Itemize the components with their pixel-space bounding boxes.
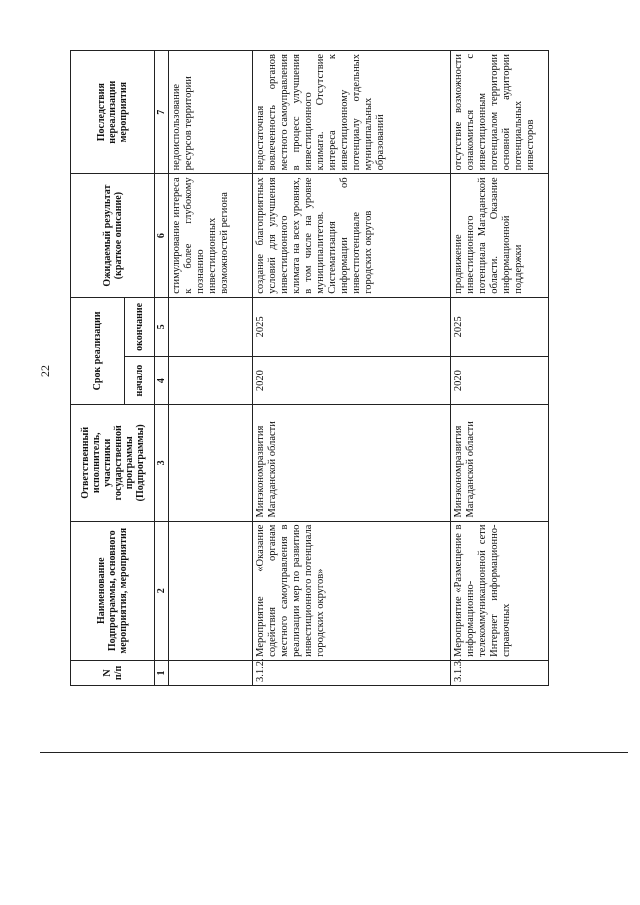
program-measures-table bbox=[70, 50, 549, 686]
cell-result: продвижение инвестиционного потенциала Магаданской области. Оказание информационной поддержки bbox=[451, 174, 549, 297]
cell-name: Мероприятие «Оказание содействия органам местного самоуправления в реализации мер по развитию инвестиционного потенциала городских округов» bbox=[253, 521, 451, 660]
cell-result: создание благоприятных условий для улучшения инвестиционного климата на всех уровнях, в том числе на уровне муниципалитетов. Систематизация информации об инвестпотенциале городских округов bbox=[253, 174, 451, 297]
column-number: 1 bbox=[155, 660, 169, 685]
table-row bbox=[169, 51, 253, 686]
cell-n: 3.1.3. bbox=[451, 660, 549, 685]
rotated-table-container bbox=[70, 50, 548, 686]
cell-n bbox=[169, 660, 253, 685]
column-number: 5 bbox=[155, 297, 169, 356]
cell-name bbox=[169, 521, 253, 660]
cell-start: 2020 bbox=[451, 357, 549, 405]
column-number: 7 bbox=[155, 51, 169, 174]
column-number: 2 bbox=[155, 521, 169, 660]
cell-end: 2025 bbox=[451, 297, 549, 356]
cell-start bbox=[169, 357, 253, 405]
header-consequence: Последствия нереализации мероприятия bbox=[71, 51, 155, 174]
page-separator-line bbox=[40, 752, 628, 753]
header-result: Ожидаемый результат (краткое описание) bbox=[71, 174, 155, 297]
column-number: 6 bbox=[155, 174, 169, 297]
column-number: 3 bbox=[155, 405, 169, 521]
cell-start: 2020 bbox=[253, 357, 451, 405]
cell-consequence: недоиспользование ресурсов территории bbox=[169, 51, 253, 174]
cell-n: 3.1.2. bbox=[253, 660, 451, 685]
header-executor: Ответственный исполнитель, участники государственной программы (Подпрограммы) bbox=[71, 405, 155, 521]
header-n: N п/п bbox=[71, 660, 155, 685]
column-number: 4 bbox=[155, 357, 169, 405]
cell-result: стимулирование интереса к более глубокому познанию инвестиционных возможностей региона bbox=[169, 174, 253, 297]
cell-end: 2025 bbox=[253, 297, 451, 356]
page-number: 22 bbox=[38, 365, 52, 377]
header-start: начало bbox=[125, 357, 155, 405]
cell-executor: Минэкономразвития Магаданской области bbox=[253, 405, 451, 521]
header-end: окончание bbox=[125, 297, 155, 356]
header-term: Срок реализации bbox=[71, 297, 125, 404]
cell-end bbox=[169, 297, 253, 356]
table-row bbox=[253, 51, 451, 686]
cell-name: Мероприятие «Размещение в информационно-телекоммуникационной сети Интернет информационно-справочных bbox=[451, 521, 549, 660]
cell-consequence: отсутствие возможности ознакомиться с инвестиционным потенциалом территории основной аудитории потенциальных инвесторов bbox=[451, 51, 549, 174]
cell-consequence: недостаточная вовлеченность органов местного самоуправления в процесс улучшения инвестиционного климата. Отсутствие интереса к инвестиционному потенциалу отдельных муниципальных образований bbox=[253, 51, 451, 174]
header-name: Наименование Подпрограммы, основного мероприятия, мероприятия bbox=[71, 521, 155, 660]
table-row bbox=[451, 51, 549, 686]
cell-executor: Минэкономразвития Магаданской области bbox=[451, 405, 549, 521]
cell-executor bbox=[169, 405, 253, 521]
